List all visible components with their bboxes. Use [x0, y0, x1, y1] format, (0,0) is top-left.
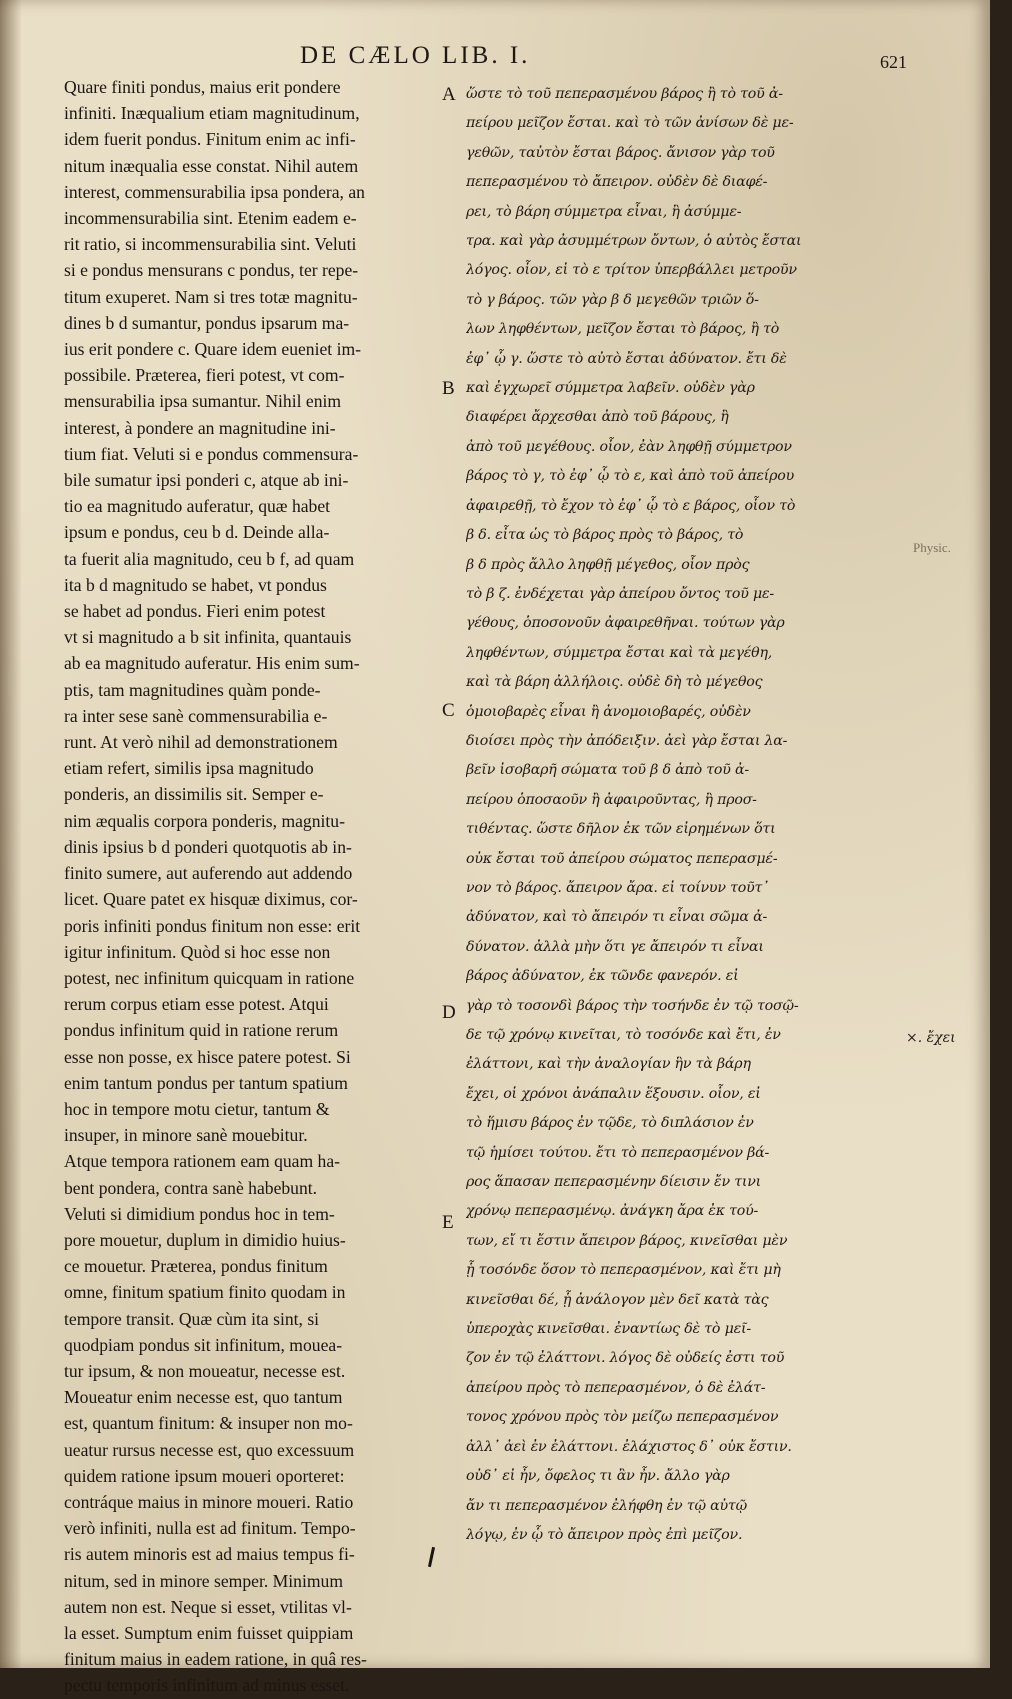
- latin-text-line: pore mouetur, duplum in dimidio huius-: [64, 1229, 346, 1250]
- section-marker-c: C: [442, 700, 455, 721]
- section-marker-b: B: [442, 378, 455, 399]
- latin-text-line: Moueatur enim necesse est, quo tantum: [64, 1387, 343, 1408]
- latin-text-line: ponderis, an dissimilis sit. Semper e-: [64, 784, 324, 805]
- latin-text-line: se habet ad pondus. Fieri enim potest: [64, 601, 326, 622]
- latin-text-line: interest, commensurabilia ipsa pondera, an: [64, 181, 365, 202]
- greek-text-line: τὸ γ βάρος. τῶν γὰρ β δ μεγεθῶν τριῶν ὅ-: [466, 291, 759, 308]
- running-head: DE CÆLO LIB. I.: [300, 42, 531, 69]
- greek-text-line: ὑπεροχὰς κινεῖσθαι. ἐναντίως δὲ τὸ μεῖ-: [466, 1321, 751, 1338]
- margin-annotation: ×. ἔχει: [906, 1030, 956, 1046]
- latin-text-line: verò infiniti, nulla est ad finitum. Tempo-: [64, 1518, 356, 1539]
- greek-text-line: τρα. καὶ γὰρ ἀσυμμέτρων ὄντων, ὁ αὐτὸς ἔσται: [466, 233, 802, 250]
- greek-text-line: βάρος ἀδύνατον, ἐκ τῶνδε φανερόν. εἰ: [466, 968, 739, 985]
- greek-text-line: τονος χρόνου πρὸς τὸν μείζω πεπερασμένον: [466, 1409, 779, 1426]
- latin-text-line: bile sumatur ipsi ponderi c, atque ab ini-: [64, 470, 349, 491]
- greek-text-line: διαφέρει ἄρχεσθαι ἀπὸ τοῦ βάρους, ἢ: [466, 409, 729, 426]
- page-edge: [990, 0, 1012, 1668]
- latin-text-line: pectu temporis infinitum ad minus esset.: [64, 1675, 350, 1696]
- latin-text-line: dinis ipsius b d ponderi quotquotis ab in-: [64, 836, 352, 857]
- greek-text-line: λόγῳ, ἐν ᾧ τὸ ἄπειρον πρὸς ἐπὶ μεῖζον.: [466, 1526, 743, 1543]
- greek-text-line: ἀπὸ τοῦ μεγέθους. οἷον, ἐὰν ληφθῇ σύμμετρον: [466, 438, 792, 455]
- page-number: 621: [880, 52, 907, 72]
- latin-text-line: poris infiniti pondus finitum non esse: erit: [64, 915, 361, 936]
- greek-text-line: χρόνῳ πεπερασμένῳ. ἀνάγκη ἄρα ἐκ τού-: [466, 1203, 759, 1220]
- latin-text-line: infiniti. Inæqualium etiam magnitudinum,: [64, 103, 360, 124]
- greek-text-line: ἄν τι πεπερασμένον ἐλήφθη ἐν τῷ αὐτῷ: [466, 1497, 747, 1514]
- latin-text-line: hoc in tempore motu cietur, tantum &: [64, 1098, 330, 1119]
- latin-text-line: mensurabilia ipsa sumantur. Nihil enim: [64, 391, 342, 412]
- latin-text-line: rerum corpus etiam esse potest. Atqui: [64, 994, 329, 1015]
- latin-text-line: omne, finitum spatium finito quodam in: [64, 1282, 346, 1303]
- section-marker-e: E: [442, 1212, 454, 1233]
- latin-text-line: idem fuerit pondus. Finitum enim ac infi-: [64, 129, 356, 150]
- latin-text-line: ptis, tam magnitudines quàm ponde-: [64, 679, 321, 700]
- latin-text-line: Veluti si dimidium pondus hoc in tem-: [64, 1203, 335, 1224]
- latin-text-line: finitum maius in eadem ratione, in quâ res-: [64, 1649, 367, 1670]
- greek-text-line: ἀλλ᾽ ἀεὶ ἐν ἐλάττονι. ἐλάχιστος δ᾽ οὐκ ἔστιν.: [466, 1438, 792, 1455]
- greek-text-line: καὶ ἐγχωρεῖ σύμμετρα λαβεῖν. οὐδὲν γὰρ: [466, 380, 755, 397]
- greek-text-line: τὸ ἥμισυ βάρος ἐν τῷδε, τὸ διπλάσιον ἐν: [466, 1115, 754, 1132]
- greek-text-line: ἐλάττονι, καὶ τὴν ἀναλογίαν ἣν τὰ βάρη: [466, 1056, 751, 1073]
- section-marker-d: D: [442, 1002, 456, 1023]
- latin-text-line: tur ipsum, & non moueatur, necesse est.: [64, 1360, 346, 1381]
- latin-text-line: tempore transit. Quæ cùm ita sint, si: [64, 1308, 320, 1329]
- latin-text-line: ita b d magnitudo se habet, vt pondus: [64, 574, 327, 595]
- latin-text-line: runt. At verò nihil ad demonstrationem: [64, 732, 338, 753]
- greek-text-line: πείρου ὁποσαοῦν ἢ ἀφαιροῦντας, ἢ προσ-: [466, 791, 757, 808]
- latin-text-line: possibile. Præterea, fieri potest, vt com-: [64, 365, 345, 386]
- greek-text-line: ᾗ τοσόνδε ὅσον τὸ πεπερασμένον, καὶ ἔτι μὴ: [466, 1262, 781, 1279]
- latin-text-line: contráque maius in minore moueri. Ratio: [64, 1491, 354, 1512]
- latin-text-line: autem non est. Neque si esset, vtilitas vl-: [64, 1596, 352, 1617]
- greek-text-line: πείρου μεῖζον ἔσται. καὶ τὸ τῶν ἀνίσων δὲ με-: [466, 115, 794, 132]
- latin-text-line: nim æqualis corpora ponderis, magnitu-: [64, 810, 345, 831]
- greek-text-line: ἐφ᾽ ᾧ γ. ὥστε τὸ αὐτὸ ἔσται ἀδύνατον. ἔτι δὲ: [466, 350, 787, 367]
- margin-note: Physic.: [913, 540, 951, 555]
- latin-text-line: vt si magnitudo a b sit infinita, quantauis: [64, 627, 352, 648]
- latin-text-line: bent pondera, contra sanè habebunt.: [64, 1177, 318, 1198]
- greek-text-line: των, εἴ τι ἔστιν ἄπειρον βάρος, κινεῖσθαι μὲν: [466, 1232, 788, 1249]
- greek-text-line: ὁμοιοβαρὲς εἶναι ἢ ἀνομοιοβαρές, οὐδὲν: [466, 703, 751, 720]
- greek-text-line: δύνατον. ἀλλὰ μὴν ὅτι γε ἄπειρόν τι εἶναι: [466, 938, 764, 955]
- latin-text-line: incommensurabilia sint. Etenim eadem e-: [64, 208, 357, 229]
- greek-text-line: β δ πρὸς ἄλλο ληφθῇ μέγεθος, οἷον πρὸς: [466, 556, 750, 573]
- latin-text-line: tio ea magnitudo auferatur, quæ habet: [64, 496, 331, 517]
- greek-text-line: οὐδ᾽ εἰ ἦν, ὄφελος τι ἂν ἦν. ἄλλο γὰρ: [466, 1468, 730, 1485]
- latin-text-line: si e pondus mensurans c pondus, ter repe-: [64, 260, 359, 281]
- latin-text-line: tium fiat. Veluti si e pondus commensura-: [64, 443, 359, 464]
- latin-text-line: ipsum e pondus, ceu b d. Deinde alla-: [64, 522, 330, 543]
- latin-text-line: Atque tempora rationem eam quam ha-: [64, 1151, 341, 1172]
- latin-text-line: ce mouetur. Præterea, pondus finitum: [64, 1256, 328, 1277]
- greek-text-line: νον τὸ βάρος. ἄπειρον ἄρα. εἰ τοίνυν τοῦτ᾽: [466, 879, 770, 896]
- greek-text-line: ἀπείρου πρὸς τὸ πεπερασμένον, ὁ δὲ ἐλάτ-: [466, 1379, 766, 1396]
- greek-text-line: ρει, τὸ βάρη σύμμετρα εἶναι, ἢ ἀσύμμε-: [466, 203, 742, 220]
- latin-text-line: insuper, in minore sanè mouebitur.: [64, 1125, 308, 1146]
- greek-text-line: βάρος τὸ γ, τὸ ἐφ᾽ ᾧ τὸ ε, καὶ ἀπὸ τοῦ ἀπείρου: [466, 468, 795, 485]
- greek-text-line: οὐκ ἔσται τοῦ ἀπείρου σώματος πεπερασμέ-: [466, 850, 778, 867]
- latin-text-line: ueatur rursus necesse est, quo excessuum: [64, 1439, 355, 1460]
- greek-text-line: τὸ β ζ. ἐνδέχεται γὰρ ἀπείρου ὄντος τοῦ με-: [466, 585, 775, 602]
- latin-text-line: enim tantum pondus per tantum spatium: [64, 1072, 348, 1093]
- latin-text-line: igitur infinitum. Quòd si hoc esse non: [64, 941, 331, 962]
- greek-text-line: δε τῷ χρόνῳ κινεῖται, τὸ τοσόνδε καὶ ἔτι, ἐν: [466, 1027, 781, 1043]
- greek-text-line: γὰρ τὸ τοσονδὶ βάρος τὴν τοσήνδε ἐν τῷ τοσῷ-: [466, 997, 799, 1014]
- greek-text-line: τιθέντας. ὥστε δῆλον ἐκ τῶν εἰρημένων ὅτι: [466, 821, 776, 838]
- latin-text-line: nitum inæqualia esse constat. Nihil autem: [64, 155, 359, 176]
- greek-text-line: ὥστε τὸ τοῦ πεπερασμένου βάρος ἢ τὸ τοῦ ἀ-: [466, 86, 783, 102]
- greek-text-line: β δ. εἶτα ὡς τὸ βάρος πρὸς τὸ βάρος, τὸ: [466, 527, 744, 544]
- greek-text-line: πεπερασμένου τὸ ἄπειρον. οὐδὲν δὲ διαφέ-: [466, 174, 768, 191]
- greek-text-line: ληφθέντων, σύμμετρα ἔσται καὶ τὰ μεγέθη,: [466, 644, 773, 661]
- greek-text-line: βεῖν ἰσοβαρῆ σώματα τοῦ β δ ἀπὸ τοῦ ἀ-: [466, 762, 749, 779]
- greek-text-line: ἔχει, οἱ χρόνοι ἀνάπαλιν ἕξουσιν. οἷον, εἰ: [466, 1085, 761, 1102]
- greek-text-line: ἀφαιρεθῇ, τὸ ἔχον τὸ ἐφ᾽ ᾧ τὸ ε βάρος, οἷον τὸ: [466, 497, 796, 514]
- latin-text-line: quidem ratione ipsum moueri oporteret:: [64, 1465, 345, 1486]
- latin-text-line: quodpiam pondus sit infinitum, moueа-: [64, 1334, 343, 1355]
- latin-text-line: interest, à pondere an magnitudine ini-: [64, 417, 336, 438]
- latin-text-line: Quare finiti pondus, maius erit pondere: [64, 77, 341, 97]
- latin-text-line: rit ratio, si incommensurabilia sint. Veluti: [64, 234, 357, 255]
- greek-text-line: λων ληφθέντων, μεῖζον ἔσται τὸ βάρος, ἢ τὸ: [466, 321, 780, 338]
- greek-text-line: ρος ἅπασαν πεπερασμένην δίεισιν ἔν τινι: [466, 1174, 762, 1191]
- latin-text-line: titum exuperet. Nam si tres totæ magnitu-: [64, 286, 358, 307]
- greek-text-line: γεθῶν, ταὐτὸν ἔσται βάρος. ἄνισον γὰρ τοῦ: [466, 144, 775, 161]
- latin-text-line: pondus infinitum quid in ratione rerum: [64, 1020, 339, 1041]
- latin-text-line: etiam refert, similis ipsa magnitudo: [64, 758, 314, 779]
- section-marker-a: A: [442, 84, 456, 105]
- latin-text-line: ra inter sese sanè commensurabilia e-: [64, 705, 328, 726]
- greek-text-line: λόγος. οἷον, εἰ τὸ ε τρίτον ὑπερβάλλει μετροῦν: [466, 262, 797, 279]
- greek-text-line: ἀδύνατον, καὶ τὸ ἄπειρόν τι εἶναι σῶμα ἀ-: [466, 909, 768, 926]
- latin-text-line: dines b d sumantur, pondus ipsarum ma-: [64, 312, 350, 333]
- latin-text-line: finito sumere, aut auferendo aut addendo: [64, 863, 353, 884]
- latin-text-line: esse non posse, ex hisce patere potest. Si: [64, 1046, 351, 1067]
- spine-shadow: [0, 0, 22, 1668]
- latin-text-line: la esset. Sumptum enim fuisset quippiam: [64, 1622, 354, 1643]
- latin-text-line: est, quantum finitum: & insuper non mo-: [64, 1413, 353, 1434]
- latin-text-line: ab ea magnitudo auferatur. His enim sum-: [64, 653, 360, 674]
- latin-text-line: ris autem minoris est ad maius tempus fi-: [64, 1544, 355, 1565]
- greek-text-line: διοίσει πρὸς τὴν ἀπόδειξιν. ἀεὶ γὰρ ἔσται λα-: [466, 732, 788, 749]
- greek-text-line: καὶ τὰ βάρη ἀλλήλοις. οὐδὲ δὴ τὸ μέγεθος: [466, 674, 763, 691]
- latin-text-line: ius erit pondere c. Quare idem eueniet im-: [64, 339, 362, 360]
- greek-text-column: [466, 80, 871, 1550]
- greek-text-line: ζον ἐν τῷ ἐλάττονι. λόγος δὲ οὐδείς ἐστι τοῦ: [466, 1350, 785, 1367]
- greek-text-line: γέθους, ὁποσονοῦν ἀφαιρεθῆναι. τούτων γὰρ: [466, 615, 785, 632]
- greek-text-line: κινεῖσθαι δέ, ᾗ ἀνάλογον μὲν δεῖ κατὰ τὰς: [466, 1291, 769, 1308]
- latin-text-line: potest, nec infinitum quicquam in ratione: [64, 967, 355, 988]
- latin-text-line: nitum, sed in minore semper. Minimum: [64, 1570, 344, 1591]
- latin-text-column: [64, 74, 434, 1699]
- latin-text-line: licet. Quare patet ex hisquæ diximus, cor-: [64, 889, 358, 910]
- greek-text-line: τῷ ἡμίσει τούτου. ἔτι τὸ πεπερασμένον βά-: [466, 1144, 770, 1161]
- latin-text-line: ta fuerit alia magnitudo, ceu b f, ad quam: [64, 548, 355, 569]
